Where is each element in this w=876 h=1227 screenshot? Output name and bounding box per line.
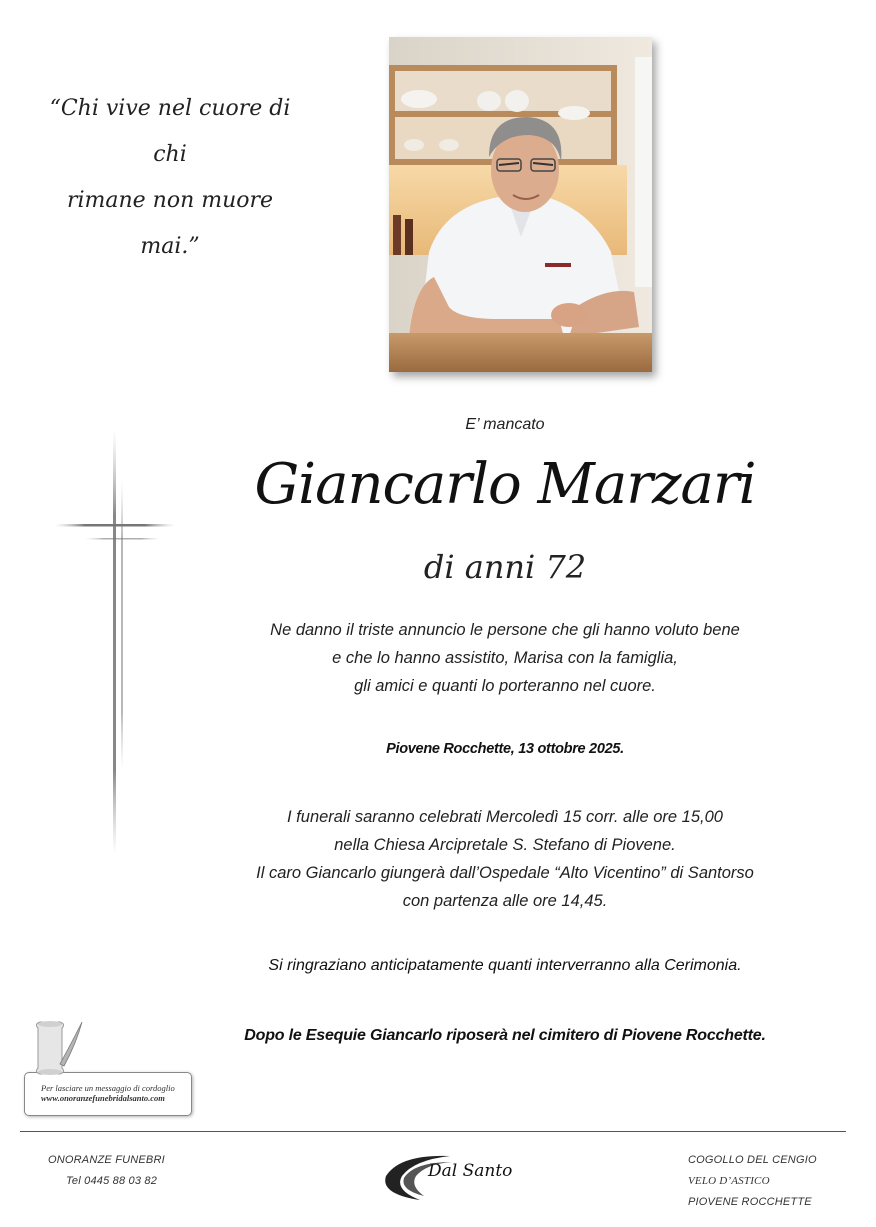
footer-right-block (688, 1150, 817, 1213)
footer-left-block (48, 1150, 165, 1192)
quote-line-1: “Chi vive nel cuore di chi (49, 96, 291, 167)
funeral-line: con partenza alle ore 14,45. (402, 892, 608, 910)
funeral-line: I funerali saranno celebrati Mercoledì 15 corr. alle ore 15,00 (287, 808, 723, 826)
place-date: Piovene Rocchette, 13 ottobre 2025. (386, 741, 624, 757)
footer-divider (20, 1131, 846, 1132)
funeral-line: nella Chiesa Arcipretale S. Stefano di Piovene. (334, 836, 676, 854)
portrait-photo (389, 37, 652, 372)
announcement-line: Ne danno il triste annuncio le persone che gli hanno voluto bene (270, 621, 740, 639)
announcement-paragraph (210, 616, 800, 700)
intro-text: E’ mancato (465, 416, 545, 433)
footer-phone: Tel 0445 88 03 82 (66, 1175, 158, 1187)
condolence-url[interactable]: www.onoranzefunebridalsanto.com (41, 1093, 165, 1103)
burial-text: Dopo le Esequie Giancarlo riposerà nel cimitero di Piovene Rocchette. (244, 1027, 766, 1044)
footer-company-label: ONORANZE FUNEBRI (48, 1154, 165, 1166)
footer-location-3: PIOVENE ROCCHETTE (688, 1196, 812, 1208)
announcement-line: gli amici e quanti lo porteranno nel cuore. (354, 677, 656, 695)
quote-line-2: rimane non muore mai.” (66, 188, 274, 259)
footer-location-1: COGOLLO DEL CENGIO (688, 1154, 817, 1166)
age-text: di anni 72 (423, 548, 587, 586)
footer-location-2: VELO D’ASTICO (688, 1175, 770, 1187)
funeral-line: Il caro Giancarlo giungerà dall’Ospedale “Alto Vicentino” di Santorso (256, 864, 754, 882)
logo-text: Dal Santo (428, 1161, 513, 1181)
condolence-label: Per lasciare un messaggio di cordoglio (41, 1083, 175, 1093)
deceased-name: Giancarlo Marzari (254, 452, 756, 517)
scroll-quill-icon (30, 1018, 86, 1080)
thanks-text: Si ringraziano anticipatamente quanti interverranno alla Cerimonia. (268, 957, 742, 974)
funeral-paragraph (210, 803, 800, 915)
announcement-line: e che lo hanno assistito, Marisa con la famiglia, (332, 649, 678, 667)
memorial-quote (40, 86, 300, 270)
cross-icon (55, 430, 175, 855)
